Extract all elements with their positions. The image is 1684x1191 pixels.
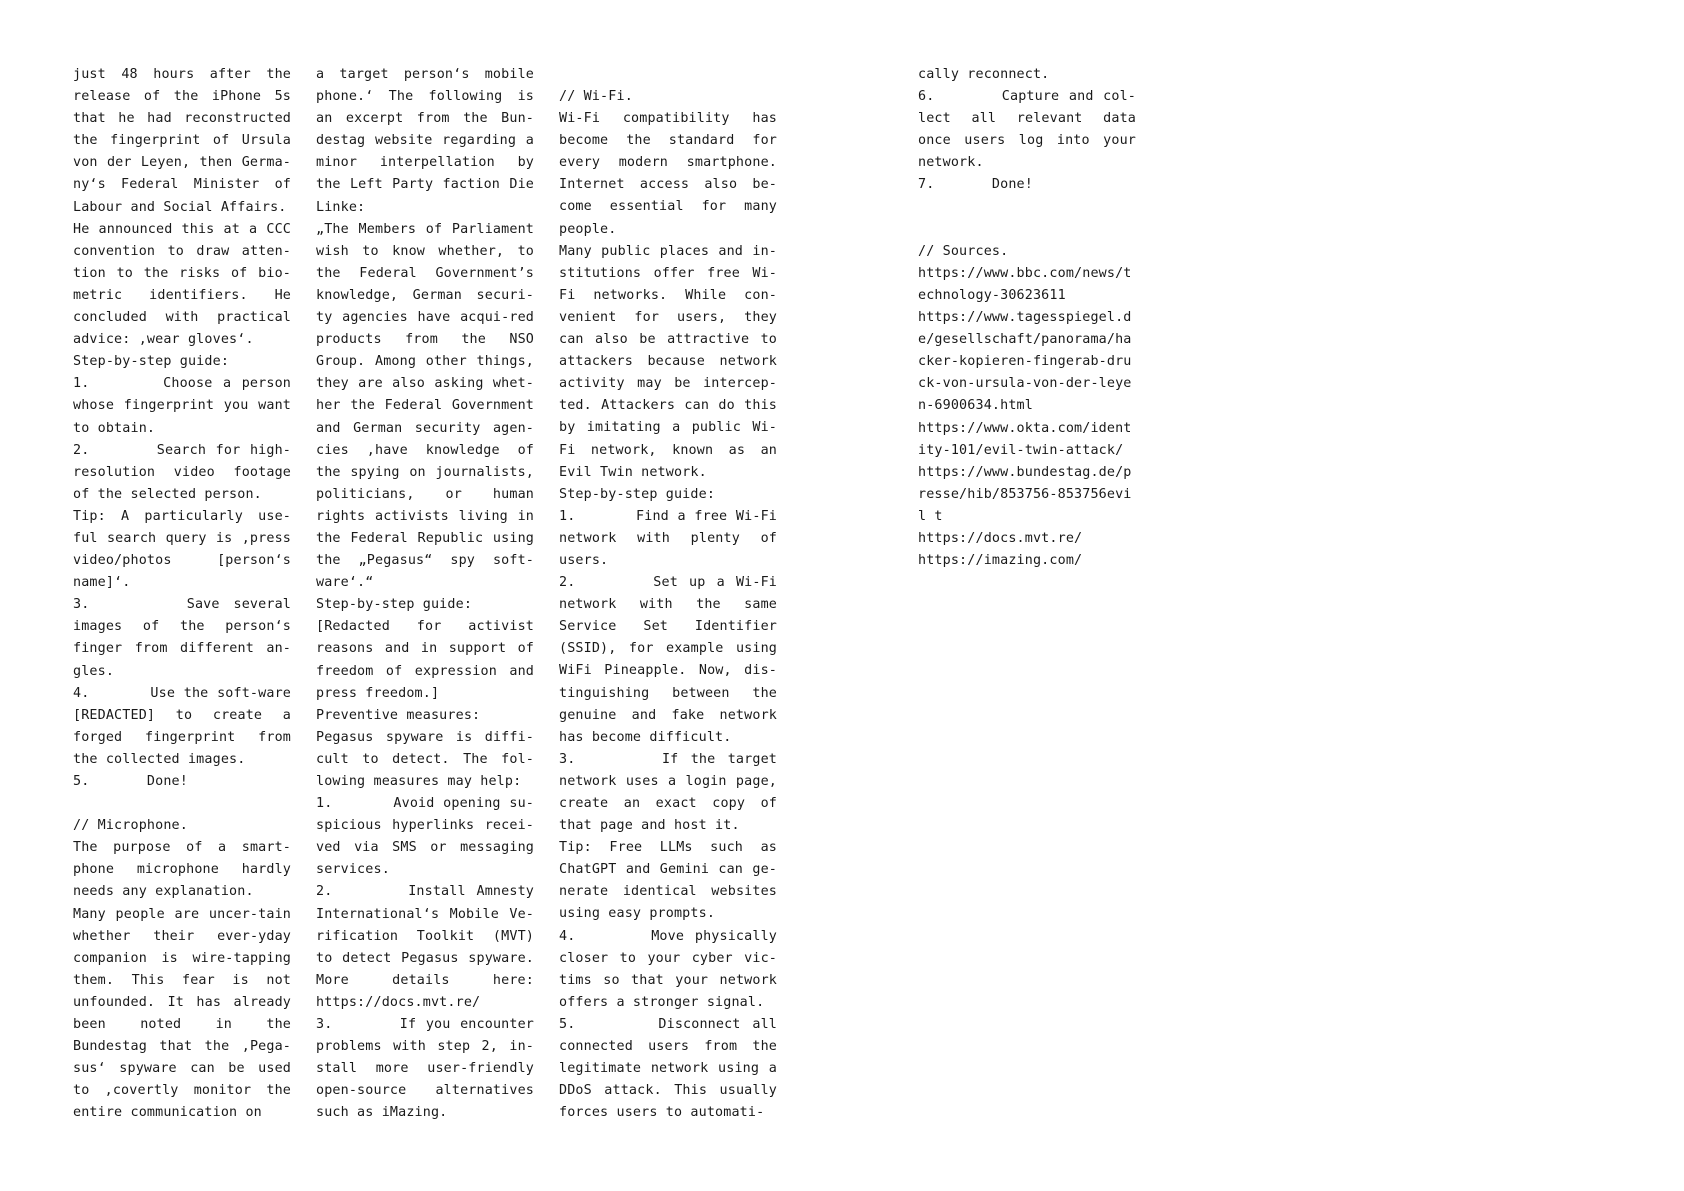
source-link[interactable]: https://www.bundestag.de/presse/hib/853756-853756evil t: [918, 464, 1132, 524]
list-item: 4. Move physically closer to your cyber vic-tims so that your network offers a stronger signal.: [559, 928, 786, 1010]
section-heading-wifi: // Wi-Fi.: [559, 89, 633, 104]
paragraph: The purpose of a smart-phone microphone hardly needs any explanation.: [73, 840, 300, 900]
text-column-1: [73, 64, 300, 1125]
source-link[interactable]: https://imazing.com/: [918, 553, 1083, 569]
text-column-3: [559, 86, 786, 1124]
list-item: 1. Choose a person whose fingerprint you want to obtain.: [73, 376, 300, 436]
subheading: Step-by-step guide:: [559, 486, 716, 502]
source-link[interactable]: https://www.tagesspiegel.de/gesellschaft/panorama/hacker-kopieren-fingerab-druck-von-ursula-von-der-leyen-6900634.html: [918, 310, 1132, 414]
source-link[interactable]: https://www.okta.com/identity-101/evil-twin-attack/: [918, 420, 1132, 458]
subheading: Preventive measures:: [316, 707, 481, 723]
list-item: 2. Set up a Wi-Fi network with the same Service Set Identifier (SSID), for example using WiFi Pineapple. Now, dis-tinguishing between the genuine and fake network has become difficult.: [559, 575, 786, 745]
paragraph: cally reconnect.: [918, 67, 1050, 82]
list-item: 7. Done!: [918, 177, 1033, 193]
list-item: 4. Use the soft-ware [REDACTED] to create a forged fingerprint from the collected images.: [73, 685, 300, 767]
list-item: 3. Save several images of the person‘s finger from different an-gles.: [73, 597, 300, 679]
tip: Tip: A particularly use-ful search query is ‚press video/photos [person‘s name]‘.: [73, 508, 300, 591]
paragraph: Many people are uncer-tain whether their ever-yday companion is wire-tapping them. This fear is not unfounded. It has already been noted in the Bundestag that the ‚Pega-sus‘ spyware can be used to ‚covertly monitor the entire communication on: [73, 906, 300, 1121]
tip: Tip: Free LLMs such as ChatGPT and Gemini can ge-nerate identical websites using easy prompts.: [559, 840, 786, 922]
list-item: 1. Avoid opening su-spicious hyperlinks recei-ved via SMS or messaging services.: [316, 796, 543, 878]
sources-section: [918, 241, 1136, 572]
redacted-note: [Redacted for activist reasons and in support of freedom of expression and press freedom.]: [316, 619, 543, 701]
list-item: 5. Done!: [73, 774, 188, 789]
subheading: Step-by-step guide:: [73, 354, 230, 370]
text-column-4: [918, 64, 1145, 572]
paragraph: a target person‘s mobile phone.‘ The following is an excerpt from the Bun-destag website regarding a minor interpellation by the Left Party faction Die Linke:: [316, 67, 543, 215]
section-heading-sources: // Sources.: [918, 243, 1009, 259]
quote: „The Members of Parliament wish to know whether, to the Federal Government’s knowledge, German securi-ty agencies have acqui-red products from the NSO Group. Among other things, they are also asking whet-her the Federal Government and German security agen-cies ‚have knowledge of the spying on journalists, politicians, or human rights activists living in the Federal Republic using the „Pegasus“ spy soft-ware‘.“: [316, 221, 543, 591]
subheading: Step-by-step guide:: [316, 597, 473, 613]
section-heading-microphone: // Microphone.: [73, 818, 188, 834]
paragraph: Wi-Fi compatibility has become the standard for every modern smartphone. Internet access also be-come essential for many people.: [559, 111, 786, 237]
paragraph: Pegasus spyware is diffi-cult to detect. The fol-lowing measures may help:: [316, 729, 534, 789]
text-column-2: [316, 64, 543, 1125]
paragraph: Many public places and in-stitutions offer free Wi-Fi networks. While con-venient for users, they can also be attractive to attackers because network activity may be intercep-ted. Attackers can do this by imitating a public Wi-Fi network, known as an Evil Twin network.: [559, 243, 786, 480]
list-item: 6. Capture and col-lect all relevant data once users log into your network.: [918, 89, 1145, 171]
paragraph: just 48 hours after the release of the iPhone 5s that he had reconstructed the fingerprint of Ursula von der Leyen, then Germa-ny‘s Federal Minister of Labour and Social Affairs.: [73, 67, 300, 215]
paragraph: He announced this at a CCC convention to draw atten-tion to the risks of bio-metric identifiers. He concluded with practical advice: ‚wear gloves‘.: [73, 221, 300, 348]
list-item: 2. Search for high-resolution video footage of the selected person.: [73, 442, 300, 502]
source-link[interactable]: https://docs.mvt.re/: [918, 530, 1083, 546]
list-item: 3. If the target network uses a login page, create an exact copy of that page and host it.: [559, 751, 786, 834]
list-item: 5. Disconnect all connected users from the legitimate network using a DDoS attack. This usually forces users to automati-: [559, 1016, 786, 1121]
list-item: 3. If you encounter problems with step 2, in-stall more user-friendly open-source alternatives such as iMazing.: [316, 1017, 543, 1121]
list-item: 2. Install Amnesty International‘s Mobile Ve-rification Toolkit (MVT) to detect Pegasus spyware. More details here: https://docs.mvt.re/: [316, 884, 543, 1010]
list-item: 1. Find a free Wi-Fi network with plenty of users.: [559, 508, 786, 568]
source-link[interactable]: https://www.bbc.com/news/technology-30623611: [918, 265, 1132, 303]
